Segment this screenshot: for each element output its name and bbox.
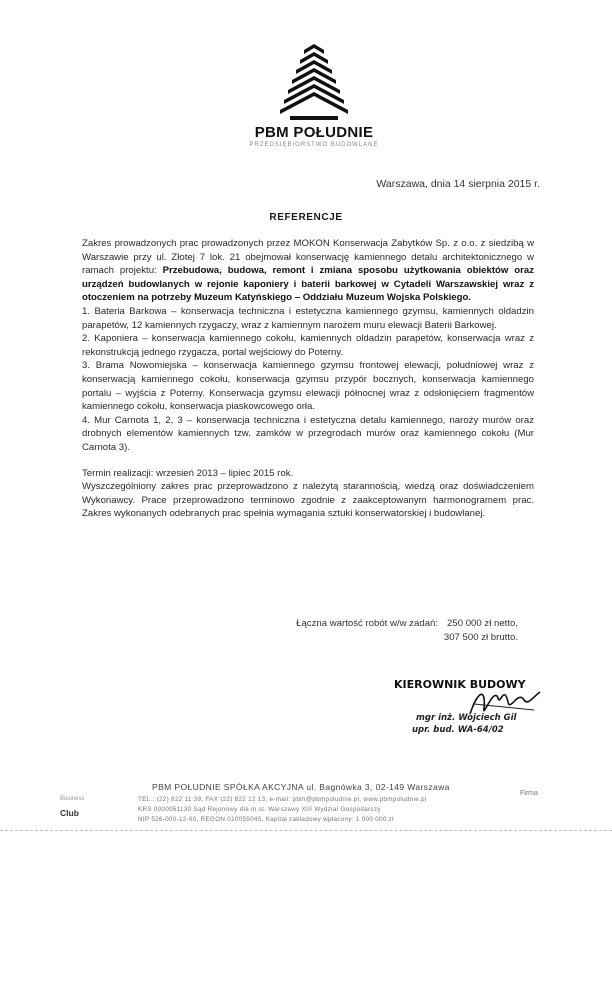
signatory-name: mgr inż. Wojciech Gil bbox=[416, 713, 517, 723]
company-logo bbox=[244, 44, 384, 148]
scope-item: 3. Brama Nowomiejska – konserwacja kamiennego gzymsu frontowej elewacji, południowej wraz z konserwacją kamiennego cokołu, konserwacja gzymsu przypór bocznych, konserwacja kamiennego portalu – wyjścia z Poterny. Konserwacja gzymsu elewacji północnej wraz z odsłonięciem fragmentów kamiennego cokołu, konserwacja piaskowcowego orła. bbox=[82, 360, 534, 413]
value-brutto: 307 500 zł brutto. bbox=[443, 632, 518, 643]
signature-block bbox=[394, 678, 554, 735]
club-logo: Club bbox=[60, 808, 79, 818]
intro-paragraph bbox=[82, 237, 534, 305]
scope-item: 1. Bateria Barkowa – konserwacja techniczna i estetyczna kamiennego gzymsu, kamiennych oldadzin parapetów, 12 kamiennych rzygaczy, wraz z kamiennym narożem muru elewacji Baterii Barkowej. bbox=[82, 305, 534, 331]
place-and-date: Warszawa, dnia 14 sierpnia 2015 r. bbox=[376, 178, 540, 190]
intro-text: Zakres prowadzonych prac prowadzonych przez MOKON Konserwacja Zabytków Sp. z o.o. z siedzibą w Warszawie przy ul. Złotej 7 lok. 21 obejmował konserwację kamiennego detalu architektonicznego w ramach projektu: bbox=[82, 238, 534, 277]
footer-company: PBM POŁUDNIE SPÓŁKA AKCYJNA ul. Bagnówka 3, 02-149 Warszawa bbox=[152, 782, 450, 792]
footer-badge: Firma bbox=[520, 790, 538, 797]
logo-subtitle: PRZEDSIĘBIORSTWO BUDOWLANE bbox=[249, 142, 379, 148]
club-caption: Business bbox=[60, 796, 85, 802]
total-value-label: Łączna wartość robót w/w zadań: bbox=[296, 618, 438, 629]
project-name: Przebudowa, budowa, remont i zmiana sposobu użytkowania obiektów oraz urządzeń budowlanych w rejonie kaponiery i baterii barkowej w Cytadeli Warszawskiej wraz z otoczeniem na potrzeby Muzeum Katyńskiego – Oddziału Muzeum Wojska Polskiego. bbox=[82, 265, 534, 304]
signature-title: KIEROWNIK BUDOWY bbox=[394, 678, 526, 691]
closing-paragraph: Wyszczególniony zakres prac przeprowadzono z należytą starannością, wiedzą oraz doświadczeniem Wykonawcy. Prace przeprowadzono terminowo zgodnie z zaakceptowanym harmonogramem prac. Zakres wykonanych odebranych prac spełnia wymagania sztuki konserwatorskiej i budowlanej. bbox=[82, 481, 534, 520]
logo-company-name: PBM POŁUDNIE bbox=[254, 124, 374, 141]
scope-item: 2. Kaponiera – konserwacja kamiennego cokołu, kamiennych oldadzin parapetów, konserwacja wraz z rekonstrukcją jednego rzygacza, portal wejściowy do Poterny. bbox=[82, 333, 534, 358]
document-title: REFERENCJE bbox=[269, 212, 343, 223]
letter-body bbox=[82, 237, 534, 521]
value-netto: 250 000 zł netto, bbox=[447, 618, 518, 629]
footer-tax-ids: NIP 526-000-12-60, REGON 010055045, Kapitał zakładowy wpłacony: 1 000 000 zł bbox=[138, 816, 394, 823]
realization-term: Termin realizacji: wrzesień 2013 – lipiec 2015 rok. bbox=[82, 467, 294, 479]
scope-item: 4. Mur Carnota 1, 2, 3 – konserwacja techniczna i estetyczna detalu kamiennego, naroży murów oraz drobnych elementów kamiennych tzw. zamków w przegrodach murów oraz kamiennego cokołu (Mur Carnota 3). bbox=[82, 414, 534, 453]
footer-registry: KRS 0000051130 Sąd Rejonowy dla m.st. Warszawy XIII Wydział Gospodarczy bbox=[138, 806, 381, 813]
signatory-license: upr. bud. WA-64/02 bbox=[412, 725, 504, 735]
scan-edge-line bbox=[0, 830, 612, 831]
total-value bbox=[0, 617, 612, 645]
building-logo-icon bbox=[268, 44, 360, 122]
footer-contact: TEL.: (22) 822 11 39, FAX (22) 822 12 13, e-mail: pbm@pbmpoludnie.pl, www.pbmpoludnie.pl bbox=[138, 796, 427, 803]
